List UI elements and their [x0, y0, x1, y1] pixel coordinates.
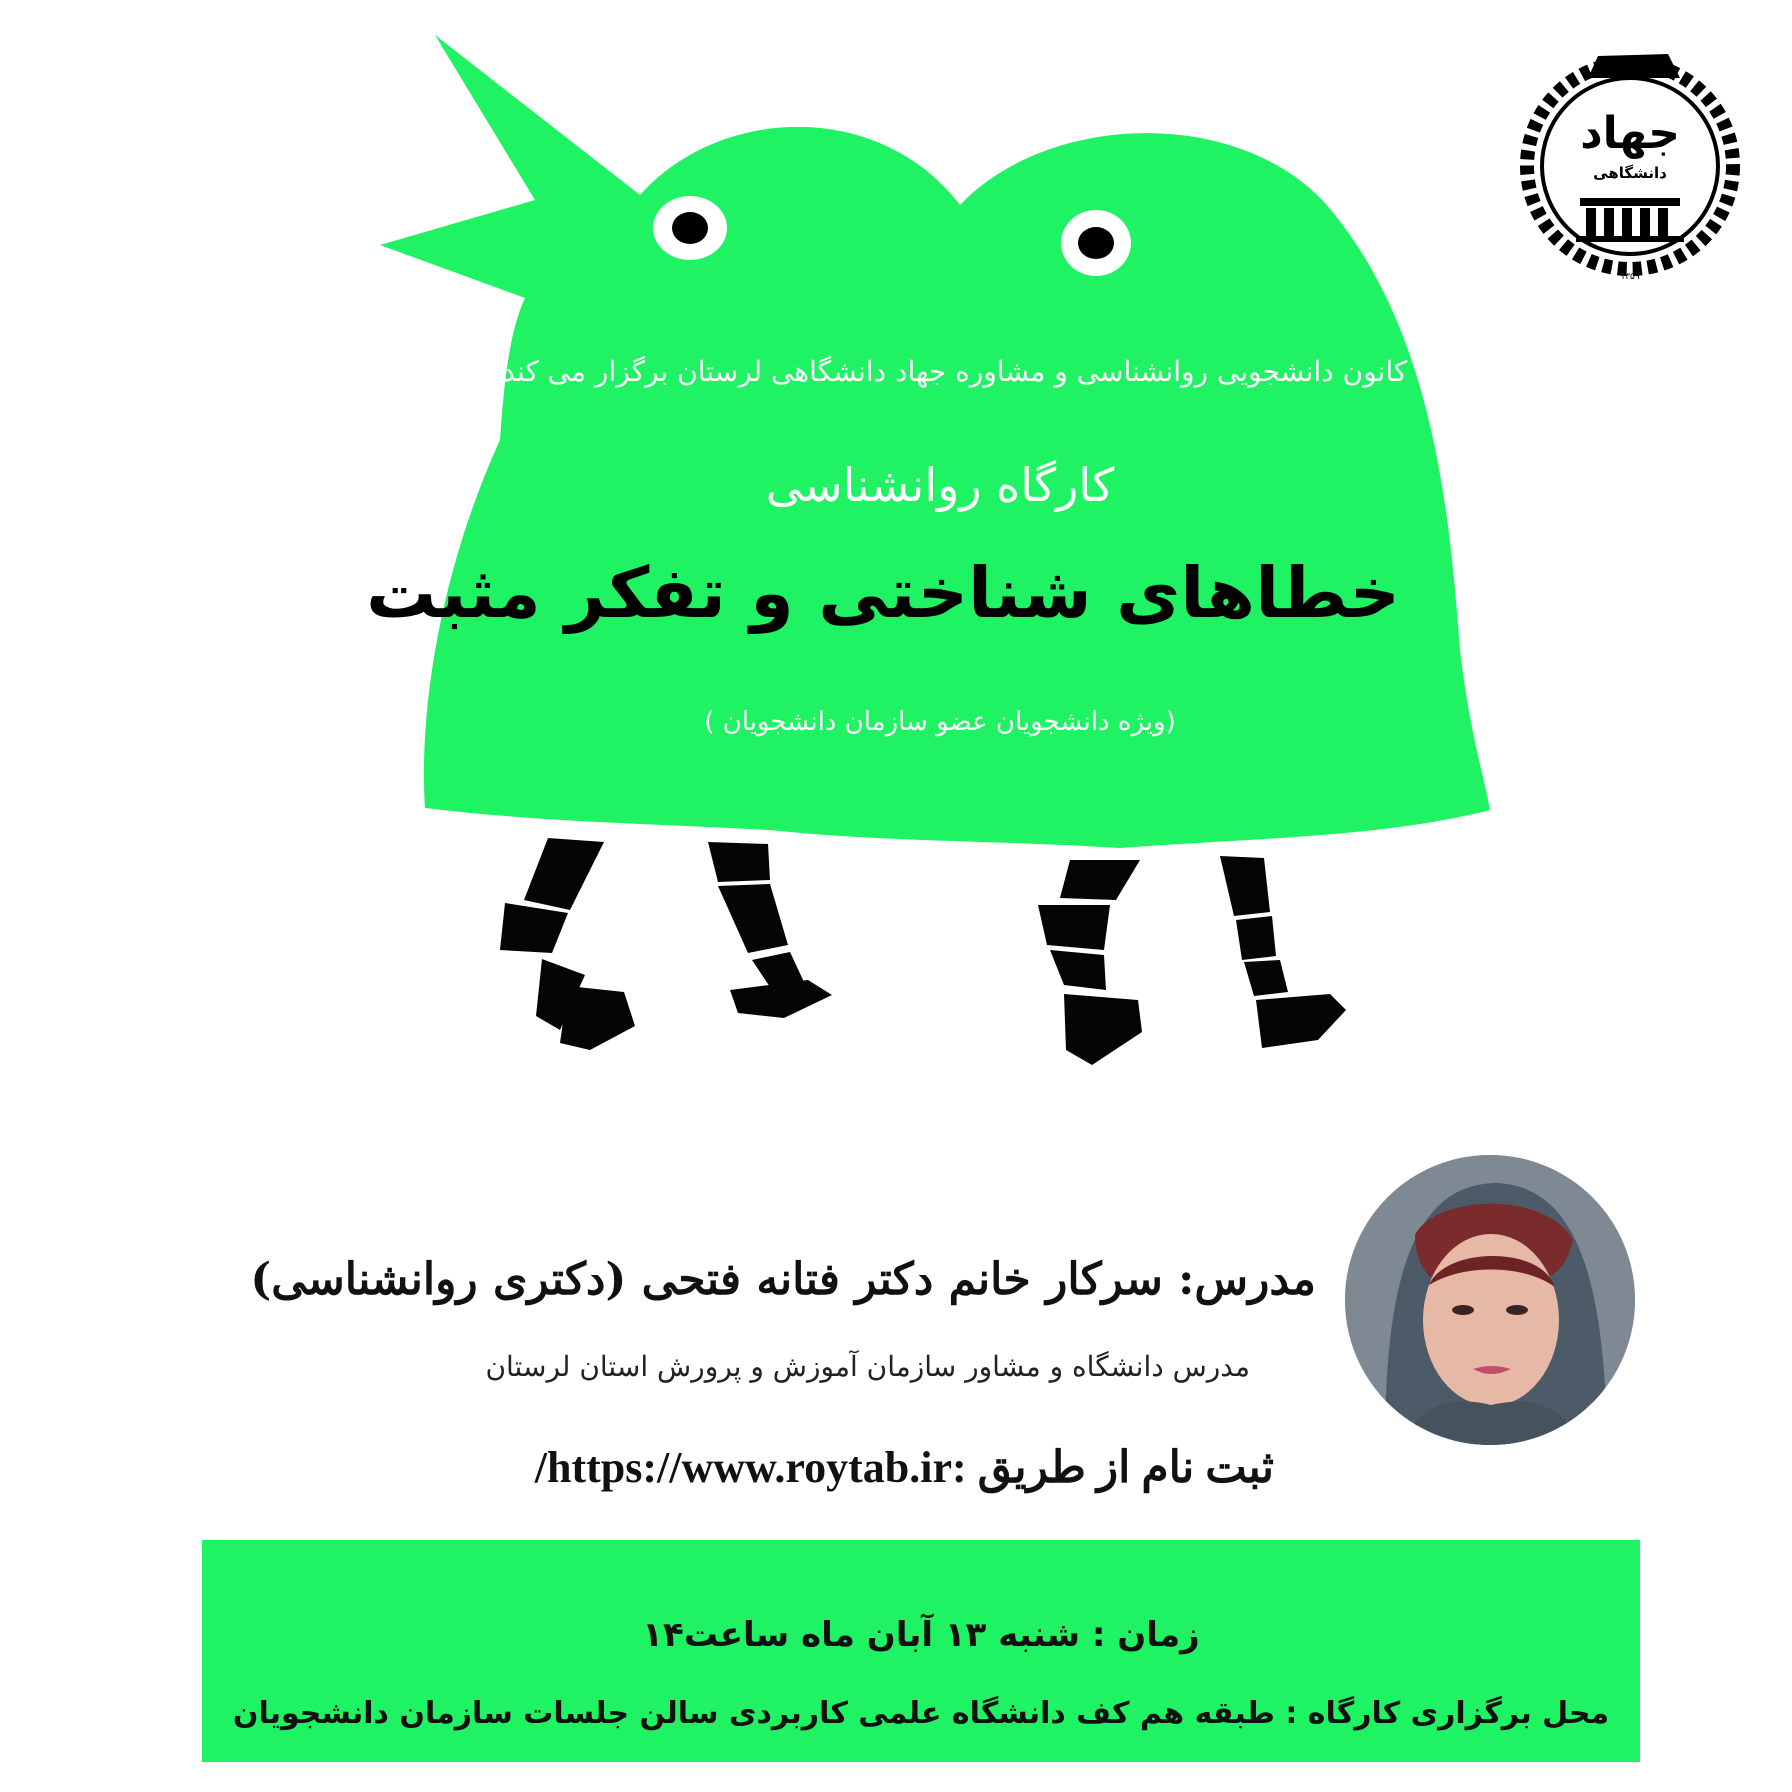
audience-note: (ویژه دانشجویان عضو سازمان دانشجویان ) [704, 707, 1176, 737]
left-eye-pupil [672, 212, 708, 244]
instructor-portrait-icon [1345, 1155, 1635, 1445]
workshop-title: خطاهای شناختی و تفکر مثبت [366, 552, 1400, 634]
leg-4-upper [1220, 856, 1270, 916]
leg-2-middle [718, 884, 788, 953]
right-eye-pupil [1078, 227, 1114, 259]
leg-4-lower [1244, 960, 1288, 996]
logo-building-icon [1576, 198, 1684, 242]
logo-year: ۱۳۵۹ [1620, 272, 1640, 282]
location-line: محل برگزاری کارگاه : طبقه هم کف دانشگاه علمی کاربردی سالن جلسات سازمان دانشجویان [232, 1696, 1610, 1731]
logo-sub-text: دانشگاهی [1593, 164, 1667, 182]
leg-4-middle [1236, 916, 1276, 960]
info-banner [202, 1540, 1640, 1762]
instructor-role: مدرس دانشگاه و مشاور سازمان آموزش و پرورش استان لرستان [485, 1350, 1250, 1383]
leg-2-foot [730, 980, 832, 1018]
logo-main-text: جهاد [1580, 108, 1680, 159]
workshop-kind: کارگاه روانشناسی [765, 458, 1115, 512]
leg-1-foot [560, 986, 635, 1050]
leg-3-upper [1060, 860, 1140, 900]
leg-1-middle [500, 903, 568, 953]
organizer-line: کانون دانشجویی روانشناسی و مشاوره جهاد دانشگاهی لرستان برگزار می کند: [492, 355, 1408, 388]
logo-top-calligraphy [1588, 54, 1680, 78]
leg-3-lower [1050, 950, 1106, 990]
leg-4-foot [1256, 994, 1346, 1048]
instructor-photo [1345, 1155, 1635, 1445]
leg-3-foot [1064, 994, 1142, 1065]
leg-2-upper [708, 842, 770, 882]
leg-1-upper [524, 838, 604, 910]
jahad-daneshgahi-logo-icon [1518, 48, 1748, 283]
schedule-line: زمان : شنبه ۱۳ آبان ماه ساعت۱۴ [642, 1615, 1200, 1655]
instructor-name: مدرس: سرکار خانم دکتر فتانه فتحی (دکتری روانشناسی) [250, 1254, 1316, 1305]
registration-link[interactable]: ثبت نام از طریق :https://www.roytab.ir/ [534, 1443, 1274, 1492]
leg-3-middle [1038, 905, 1110, 950]
bird-legs [500, 838, 1346, 1065]
